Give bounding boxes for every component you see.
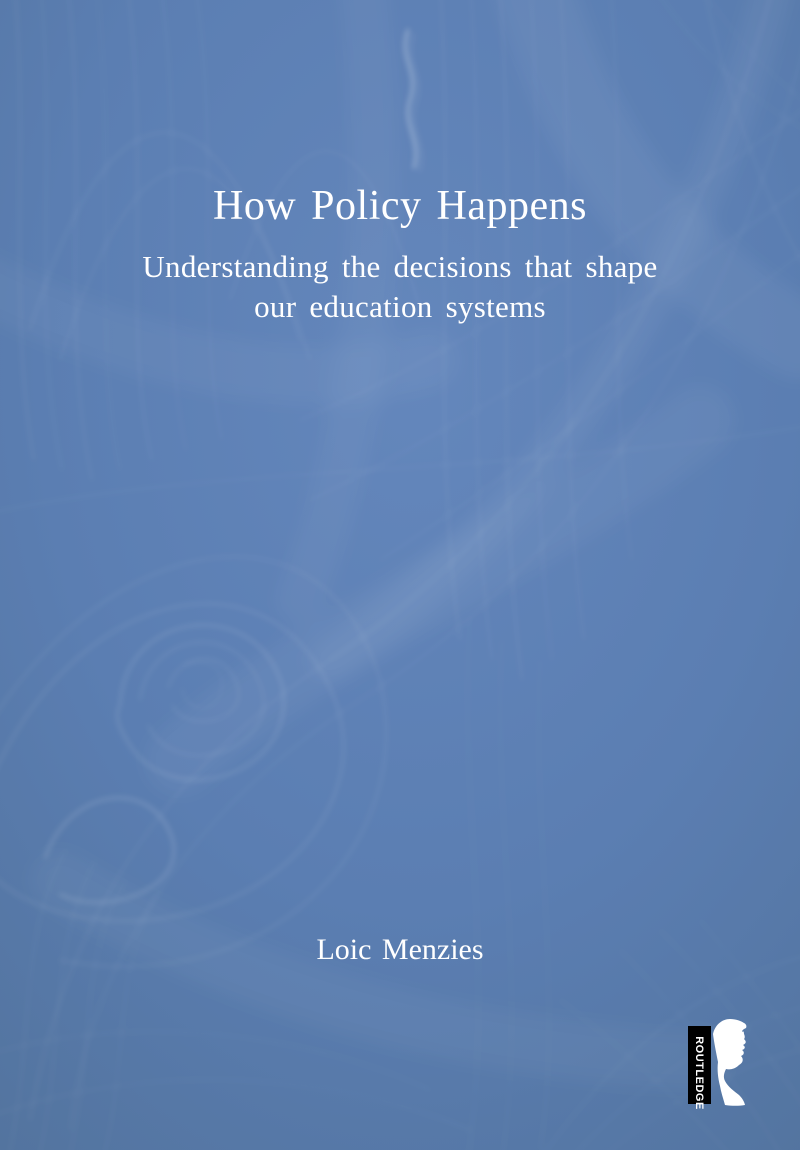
subtitle-line-1: Understanding the decisions that shape <box>142 249 658 284</box>
book-author: Loic Menzies <box>316 933 484 966</box>
book-subtitle <box>0 247 800 327</box>
routledge-r-face-icon <box>708 1018 750 1106</box>
book-title: How Policy Happens <box>213 183 587 229</box>
publisher-logo-routledge <box>688 1018 752 1110</box>
publisher-name-vertical-text: ROUTLEDGE <box>693 1036 705 1110</box>
subtitle-line-2: our education systems <box>254 289 546 324</box>
